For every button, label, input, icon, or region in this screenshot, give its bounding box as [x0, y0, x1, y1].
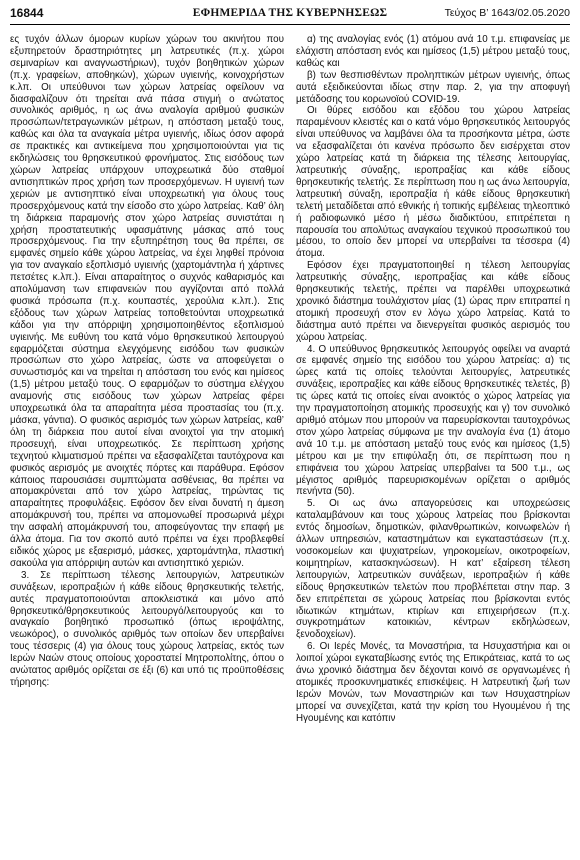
gazette-title: ΕΦΗΜΕΡΙΔΑ ΤΗΣ ΚΥΒΕΡΝΗΣΕΩΣ — [192, 7, 388, 19]
page-header — [10, 6, 570, 25]
paragraph: 4. Ο υπεύθυνος θρησκευτικός λειτουργός οφείλει να αναρτά σε εμφανές σημείο της εισόδου του χώρου λατρείας: α) τις ώρες κατά τις οποίες τελούνται λειτουργίες, λατρευτικές συνάξεις, ιεροπραξίες και κάθε είδους θρησκευτικές τελετές, β) τις ώρες κατά τις οποίες είναι ανοικτός ο χώρος λατρείας για την πραγματοποίηση ατομικής προσευχής και γ) τον συνολικό αριθμό ατόμων που μπορούν να παρευρίσκονται ταυτοχρόνως στον χώρο λατρείας σύμφωνα με την αναλογία ένα (1) άτομο ανά 10 τ.μ. με απόσταση μεταξύ τους ενός και ημίσεος (1,5) μέτρου και με την επιφύλαξη ότι, σε περίπτωση που η επιφάνεια του χώρου λατρείας υπερβαίνει τα 500 τ.μ., ως μέγιστος αριθμός παρευρισκομένων ορίζεται ο αριθμός πενήντα (50). — [296, 343, 570, 498]
paragraph: β) των θεσπισθέντων προληπτικών μέτρων υγιεινής, όπως αυτά εξειδικεύονται ιδίως στην παρ. 2, για την αποφυγή μετάδοσης του κορωνοϊού COVID-19. — [296, 69, 570, 105]
page-number: 16844 — [10, 6, 44, 20]
paragraph: 3. Σε περίπτωση τέλεσης λειτουργιών, λατρευτικών συνάξεων, ιεροπραξιών ή κάθε είδους θρησκευτικής τελετής, αυτές πραγματοποιούνται αποκλειστικά και μόνο από θρησκευτικό/θρησκευτικούς λειτουργό/λειτουργούς και το αναγκαίο βοηθητικό προσωπικό (όπως ιεροψάλτης, νεωκόρος), ο συνολικός αριθμός των οποίων δεν υπερβαίνει τους τέσσερις (4) για όλους τους χώρους λατρείας, εκτός των Ιερών Ναών στους οποίους χοροστατεί Μητροπολίτης, όπου ο ανώτατος αριθμός ορίζεται σε έξι (6) και υπό τις προϋποθέσεις τήρησης: — [10, 569, 284, 688]
paragraph: Οι θύρες εισόδου και εξόδου του χώρου λατρείας παραμένουν κλειστές και ο κατά νόμο θρησκευτικός λειτουργός είναι υπεύθυνος να λαμβάνει όλα τα προσήκοντα μέτρα, ώστε να εξασφαλίζεται ότι κανένα πρόσωπο δεν εισέρχεται στον χώρο λατρείας κατά τη διάρκεια της τέλεσης λειτουργίας, λατρευτικής σύναξης, ιεροπραξίας και κάθε είδους θρησκευτικής τελετής. Σε περίπτωση που η ως άνω λειτουργία, λατρευτική σύναξη, ιεροπραξία ή κάθε είδους θρησκευτική τελετή μεταδίδεται από εθνικής ή τοπικής εμβέλειας τηλεοπτικό ή ραδιοφωνικό μέσο ή μέσω διαδικτύου, επιτρέπεται η παρουσία του απολύτως αναγκαίου τεχνικού προσωπικού του μέσου, το οποίο δεν μπορεί να υπερβαίνει τα τέσσερα (4) άτομα. — [296, 105, 570, 260]
paragraph: α) της αναλογίας ενός (1) ατόμου ανά 10 τ.μ. επιφανείας με ελάχιστη απόσταση ενός και ημίσεος (1,5) μέτρου μεταξύ τους, καθώς και — [296, 34, 570, 69]
paragraph: Εφόσον έχει πραγματοποιηθεί η τέλεση λειτουργίας λατρευτικής σύναξης, ιεροπραξίας και κάθε είδους θρησκευτικής τελετής, πρέπει να παρέλθει υποχρεωτικά χρονικό διάστημα τουλάχιστον μίας (1) ώρας πριν επιτραπεί η ατομική προσευχή στον εν λόγω χώρο λατρείας. Κατά το διάστημα αυτό πρέπει να διενεργείται φυσικός αερισμός του χώρου λατρείας. — [296, 260, 570, 343]
paragraph: 5. Οι ως άνω απαγορεύσεις και υποχρεώσεις καταλαμβάνουν και τους χώρους λατρείας που βρίσκονται εντός δημοσίων, δημοτικών, φιλανθρωπικών, κοινωφελών ή άλλων υπηρεσιών, καταστημάτων και εγκαταστάσεων (π.χ. νοσοκομείων και ψυχιατρείων, γηροκομείων, οικοτροφείων, κοιμητηρίων, κατασκηνώσεων). Η κατ’ εξαίρεση τέλεση λειτουργιών, λατρευτικών συνάξεων, ιεροπραξιών ή κάθε είδους θρησκευτικών τελετών που προβλέπεται στην παρ. 3 δεν επιτρέπεται σε χώρους λατρείας που βρίσκονται εντός ιδιωτικών κτημάτων, κτιρίων και επιχειρήσεων (π.χ. συγκροτημάτων κατοικιών, κέντρων εκδηλώσεων, ξενοδοχείων). — [296, 498, 570, 641]
right-column — [296, 34, 570, 725]
left-column — [10, 34, 284, 725]
issue-info: Τεύχος Β’ 1643/02.05.2020 — [444, 7, 570, 19]
paragraph: ες τυχόν άλλων όμορων κυρίων χώρων του ακινήτου που εξυπηρετούν δραστηριότητες μη λατρευτικές (π.χ. χώροι σεμιναρίων και αναγνωστήριων), τυχόν βοηθητικών χώρων (π.χ. γραφείων, αποθηκών), χώρων υγιεινής, κοινοχρήστων κ.λπ. Οι υπεύθυνοι των χώρων λατρείας οφείλουν να διασφαλίζουν ότι τηρείται ανά πάσα στιγμή ο ανώτατος συνολικός αριθμός, η ως άνω αναλογία αριθμού φυσικών προσώπων/τετραγωνικών μέτρων, η απόσταση μεταξύ τους, καθώς και όλα τα αναγκαία μέτρα υγιεινής, ιδίως όσον αφορά σε πρακτικές και αντικείμενα που χρησιμοποιούνται για τις εκδηλώσεις του θρησκευτικού φρονήματος. Στις εισόδους των χώρων λατρείας υπάρχουν υποχρεωτικά δύο σταθμοί αντισηπτικών προς χρήση των προσερχόμενων. Η υγιεινή των χεριών με αντισηπτικό είναι υποχρεωτική για όλους τους προσερχόμενους κατά την είσοδο στο χώρο λατρείας. Καθ’ όλη τη διάρκεια παραμονής στον χώρο λατρείας συνιστάται η χρήση προστατευτικής υφασμάτινης μάσκας από τους προσερχόμενους. Για την εξυπηρέτηση τους θα πρέπει, σε εμφανές σημείο κάθε χώρου λατρείας, να έχει ληφθεί πρόνοια για τον αναγκαίο εξοπλισμό υγιεινής (χαρτομάντηλα ή χάρτινες πετσέτες κ.λπ.). Είναι απαραίτητος ο συχνός καθαρισμός και απολύμανση των επιφανειών που αγγίζονται από πολλά φυσικά πρόσωπα (π.χ. κουπαστές, χερούλια κ.λπ.). Στις εξόδους των χώρων λατρείας τοποθετούνται υποχρεωτικά κάδοι για την απόρριψη χρησιμοποιηθέντος εξοπλισμού υγιεινής. Με ευθύνη του κατά νόμο θρησκευτικού λειτουργού εφαρμόζεται σύστημα ελεγχόμενης εισόδου των φυσικών προσώπων στο χώρο λατρείας, ώστε να αποφεύγεται ο συνωστισμός και να τηρείται η απόσταση του ενός και ημίσεος (1,5) μέτρου μεταξύ τους. Ο εφαρμόζων το σύστημα ελέγχου αναμονής στις εισόδους των χώρων λατρείας φέρει υποχρεωτικά όλα τα απαραίτητα μέσα προστασίας του (π.χ. μάσκα, γάντια). Ο φυσικός αερισμός των χώρων λατρείας, καθ’ όλη τη διάρκεια που αυτοί είναι ανοιχτοί για την ατομική προσευχή, είναι υποχρεωτικός. Σε περίπτωση χρήσης τεχνητού κλιματισμού πρέπει να εξασφαλίζεται ταυτόχρονα και φυσικός αερισμός με ανοιχτές πόρτες και παράθυρα. Εφόσον κάποιος παρουσιάσει συμπτώματα ασθένειας, θα πρέπει να απομακρύνεται από τον χώρο λατρείας, τηρώντας τις απαραίτητες προφυλάξεις. Εφόσον δεν είναι δυνατή η άμεση απομάκρυνσή του, πρέπει να απομονωθεί προσωρινά μέχρι την ασφαλή απομάκρυνσή του, αποφεύγοντας την επαφή με άλλα άτομα. Για τον σκοπό αυτό πρέπει να έχει προβλεφθεί ειδικός χώρος με εξαερισμό, μάσκες, χαρτομάντηλα, πλαστική σακούλα για απόρριψη αυτών και αντισηπτικό χεριών. — [10, 34, 284, 569]
paragraph: 6. Οι Ιερές Μονές, τα Μοναστήρια, τα Ησυχαστήρια και οι λοιποί χώροι εγκαταβίωσης εντός της Επικράτειας, κατά το ως άνω χρονικό διάστημα δεν δέχονται κοινό σε οργανωμένες ή ατομικές προσκυνηματικές επισκέψεις. Η λατρευτική ζωή των Ιερών Μονών, των Μοναστηριών και των Ησυχαστηρίων μπορεί να συνεχίζεται, κατά την κρίση του Ηγουμένου ή της Ηγουμένης και κατόπιν — [296, 641, 570, 724]
text-columns — [10, 34, 570, 725]
